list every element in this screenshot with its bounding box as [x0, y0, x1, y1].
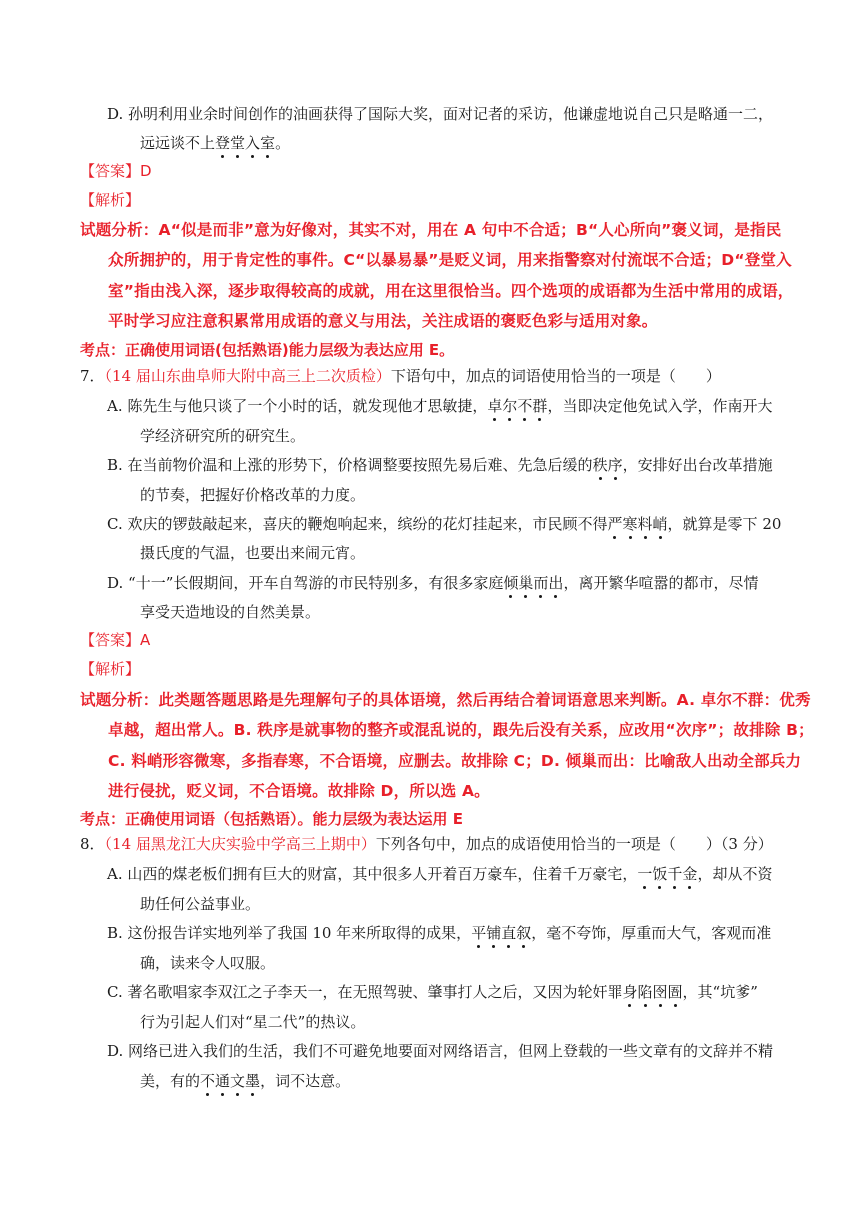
q8-option-b-line2: 确，读来令人叹服。 [140, 954, 276, 972]
q6-option-d-line1: D. 孙明利用业余时间创作的油画获得了国际大奖，面对记者的采访，他谦虚地说自己只是略通一二， [107, 105, 774, 123]
emphasis-char: 而 [533, 574, 549, 592]
emphasis-char: 严 [607, 515, 623, 533]
q6-kaodian: 考点：正确使用词语(包括熟语)能力层级为表达应用 E。 [80, 341, 455, 359]
emphasis-char: 寒 [622, 515, 638, 533]
q7-analysis-heading: 【解析】 [80, 660, 141, 678]
emphasis-char: 千 [667, 865, 683, 883]
q7-source: （14 届山东曲阜师大附中高三上二次质检） [104, 367, 391, 385]
q6-analysis-line1: 试题分析：A“似是而非”意为好像对，其实不对，用在 A 句中不合适；B“人心所向”褒义词，是指民 [80, 221, 782, 239]
emphasis-char: 文 [230, 1072, 246, 1090]
q6-analysis-line3: 室”指由浅入深，逐步取得较高的成就，用在这里很恰当。四个选项的成语都为生活中常用的成语， [108, 282, 794, 300]
q7-number: 7． [80, 367, 105, 385]
q8-option-a-line1: A. 山西的煤老板们拥有巨大的财富，其中很多人开着百万豪车，住着千万豪宅，一饭千金，却从不资 [107, 865, 773, 883]
q8-d-dotted-idiom [200, 1072, 260, 1090]
emphasis-char: 不 [517, 397, 533, 415]
q7-option-a-line1: A. 陈先生与他只谈了一个小时的话，就发现他才思敏捷，卓尔不群，当即决定他免试入学，作南开大 [107, 397, 773, 415]
q8-option-d-line2: 美，有的不通文墨，词不达意。 [140, 1072, 351, 1090]
emphasis-char: 直 [501, 924, 517, 942]
emphasis-char: 倾 [503, 574, 519, 592]
emphasis-char: 一 [637, 865, 653, 883]
emphasis-char: 通 [215, 1072, 231, 1090]
emphasis-char: 峭 [652, 515, 668, 533]
emphasis-char: 铺 [486, 924, 502, 942]
q6-dotted-idiom [215, 134, 275, 152]
q7-analysis-line4: 进行侵扰，贬义词，不合语境。故排除 D，所以选 A。 [108, 782, 490, 800]
emphasis-char: 圄 [667, 983, 683, 1001]
emphasis-char: 饭 [652, 865, 668, 883]
q8-option-b-line1: B. 这份报告详实地列举了我国 10 年来所取得的成果，平铺直叙，毫不夸饰，厚重而大气，客观而准 [107, 924, 772, 942]
emphasis-char: 卓 [487, 397, 503, 415]
q7-analysis-line3: C. 料峭形容微寒，多指春寒，不合语境，应删去。故排除 C；D. 倾巢而出：比喻敌人出动全部兵力 [108, 752, 802, 770]
emphasis-char: 囹 [652, 983, 668, 1001]
emphasis-char: 巢 [518, 574, 534, 592]
q7-option-b-line1: B. 在当前物价温和上涨的形势下，价格调整要按照先易后难、先急后缓的秩序，安排好出台改革措施 [107, 456, 773, 474]
q7-analysis-line2: 卓越，超出常人。B. 秩序是就事物的整齐或混乱说的，跟先后没有关系，应改用“次序”；故排除 B； [108, 721, 814, 739]
emphasis-char: 室 [260, 134, 276, 152]
q8-stem [80, 834, 773, 854]
q7-a-dotted-idiom [487, 397, 547, 415]
emphasis-char: 堂 [230, 134, 246, 152]
emphasis-char: 身 [622, 983, 638, 1001]
q7-c-dotted-idiom [607, 515, 667, 533]
emphasis-char: 群 [532, 397, 548, 415]
q6-analysis-line2: 众所拥护的，用于肯定性的事件。C“以暴易暴”是贬义词，用来指警察对付流氓不合适；D“登堂入 [108, 251, 792, 269]
q7-option-c-line1: C. 欢庆的锣鼓敲起来，喜庆的鞭炮响起来，缤纷的花灯挂起来，市民顾不得严寒料峭，就算是零下 20 [107, 515, 782, 533]
emphasis-char: 料 [637, 515, 653, 533]
q7-answer: 【答案】A [80, 631, 151, 649]
q8-option-d-line1: D. 网络已进入我们的生活，我们不可避免地要面对网络语言，但网上登载的一些文章有的文辞并不精 [107, 1042, 774, 1060]
q6-analysis-heading: 【解析】 [80, 191, 141, 209]
q8-a-dotted-idiom [637, 865, 697, 883]
q8-number: 8． [80, 835, 105, 853]
q8-question: 下列各句中，加点的成语使用恰当的一项是（ ）（3 分） [375, 835, 773, 853]
q7-option-d-line2: 享受天造地设的自然美景。 [140, 603, 321, 621]
q8-option-a-line2: 助任何公益事业。 [140, 895, 261, 913]
emphasis-char: 登 [215, 134, 231, 152]
q7-option-c-line2: 摄氏度的气温，也要出来闹元宵。 [140, 544, 366, 562]
emphasis-char: 平 [471, 924, 487, 942]
emphasis-char: 金 [682, 865, 698, 883]
emphasis-char: 序 [607, 456, 623, 474]
q6-analysis-line4: 平时学习应注意积累常用成语的意义与用法，关注成语的褒贬色彩与适用对象。 [108, 312, 658, 330]
q7-b-dotted-word [593, 456, 623, 474]
q7-option-b-line2: 的节奏，把握好价格改革的力度。 [140, 486, 366, 504]
q7-option-a-line2: 学经济研究所的研究生。 [140, 427, 306, 445]
q8-b-dotted-idiom [471, 924, 531, 942]
q7-analysis-line1: 试题分析：此类题答题思路是先理解句子的具体语境，然后再结合着词语意思来判断。A. 卓尔不群：优秀 [80, 691, 811, 709]
q7-stem [80, 366, 721, 386]
emphasis-char: 入 [245, 134, 261, 152]
q7-question: 下语句中，加点的词语使用恰当的一项是（ ） [390, 367, 721, 385]
emphasis-char: 不 [200, 1072, 216, 1090]
q7-d-dotted-idiom [503, 574, 563, 592]
emphasis-char: 墨 [245, 1072, 261, 1090]
q8-option-c-line2: 行为引起人们对“星二代”的热议。 [140, 1013, 366, 1031]
q6-answer: 【答案】D [80, 162, 152, 180]
q6-option-d-line2: 远远谈不上登堂入室。 [140, 134, 291, 152]
emphasis-char: 叙 [516, 924, 532, 942]
emphasis-char: 陷 [637, 983, 653, 1001]
emphasis-char: 出 [548, 574, 564, 592]
q8-option-c-line1: C. 著名歌唱家李双江之子李天一，在无照驾驶、肇事打人之后，又因为轮奸罪身陷囹圄，其“坑爹” [107, 983, 758, 1001]
q7-option-d-line1: D. “十一”长假期间，开车自驾游的市民特别多，有很多家庭倾巢而出，离开繁华喧嚣的都市，尽情 [107, 574, 759, 592]
q8-source: （14 届黑龙江大庆实验中学高三上期中） [104, 835, 376, 853]
q8-c-dotted-idiom [622, 983, 682, 1001]
emphasis-char: 尔 [502, 397, 518, 415]
emphasis-char: 秩 [592, 456, 608, 474]
q7-kaodian: 考点：正确使用词语（包括熟语）。能力层级为表达运用 E [80, 810, 463, 828]
